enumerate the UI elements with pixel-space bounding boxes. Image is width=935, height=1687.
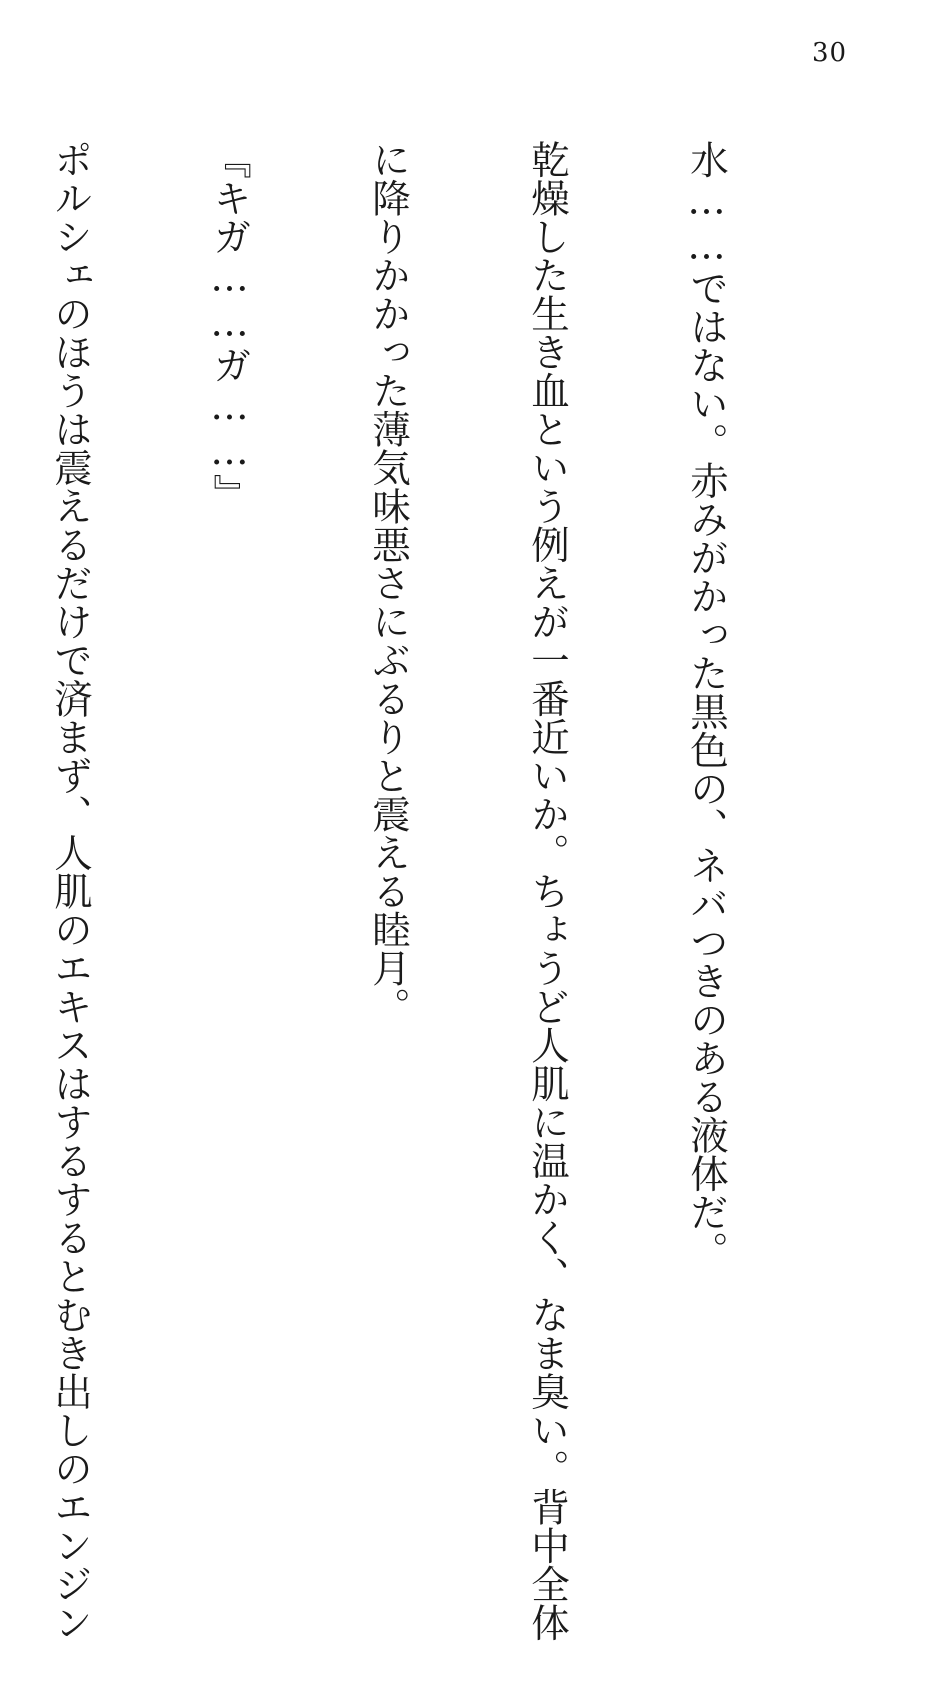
text-line: 水……ではない。赤みがかった黒色の、ネバつきのある液体だ。 [684,140,729,1270]
text-line: 乾燥した生き血という例えが一番近いか。ちょうど人肌に温かく、なま臭い。背中全体 [525,140,570,1642]
text-line: ポルシェのほうは震えるだけで済まず、人肌のエキスはするするとむき出しのエンジン [48,140,93,1642]
novel-text-column-block [0,140,839,1642]
text-line: に降りかかった薄気味悪さにぶるりと震える睦月。 [366,140,411,1026]
page-number: 30 [812,38,848,68]
text-line: 『キガ……ガ……』 [207,140,252,513]
